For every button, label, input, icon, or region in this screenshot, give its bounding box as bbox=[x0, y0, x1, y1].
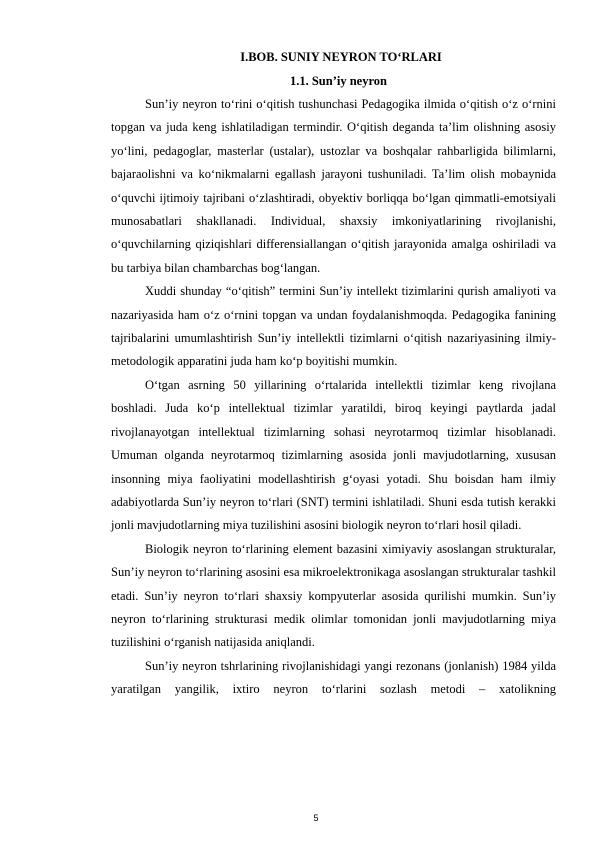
paragraph-1: Sun’iy neyron to‘rini o‘qitish tushunchasi Pedagogika ilmida o‘qitish o‘z o‘rnini topgan va juda keng ishlatiladigan termindir. O‘qitish deganda ta’lim olishning asosiy yo‘lini, pedagoglar, masterlar (ustalar), ustozlar va boshqalar rahbarligida bilimlarni, bajaraolishni va ko‘nikmalarni egallash jarayoni tushuniladi. Ta’lim olish mobaynida o‘quvchi ijtimoiy tajribani o‘zlashtiradi, obyektiv borliqqa bo‘lgan qimmatli-emotsiyali munosabatlari shakllanadi. Individual, shaxsiy imkoniyatlarining rivojlanishi, o‘quvchilarning qiziqishlari differensiallangan o‘qitish jarayonida amalga oshiriladi va bu tarbiya bilan chambarchas bog‘langan. bbox=[111, 97, 556, 275]
paragraph-5: Sun’iy neyron tshrlarining rivojlanishidagi yangi rezonans (jonlanish) 1984 yilda yaratilgan yangilik, ixtiro neyron to‘rlarini sozlash metodi – xatolikning bbox=[111, 658, 556, 697]
page-content bbox=[111, 45, 556, 702]
chapter-title: I.BOB. SUNIY NEYRON TO‘RLARI bbox=[240, 50, 442, 64]
page-number: 5 bbox=[313, 813, 319, 823]
paragraph-3: O‘tgan asrning 50 yillarining o‘rtalarida intellektli tizimlar keng rivojlana boshladi. Juda ko‘p intellektual tizimlar yaratildi, biroq keyingi paytlarda jadal rivojlanayotgan intellektual tizimlarning sohasi neyrotarmoq tizimlar hisoblanadi. Umuman olganda neyrotarmoq tizimlarning asosida jonli mavjudotlarning, xususan insonning miya faoliyatini modellashtirish g‘oyasi yotadi. Shu boisdan ham ilmiy adabiyotlarda Sun’iy neyron to‘rlari (SNT) termini ishlatiladi. Shuni esda tutish kerakki jonli mavjudotlarning miya tuzilishini asosini biologik neyron to‘rlari hosil qiladi. bbox=[111, 377, 556, 533]
section-title: 1.1. Sun’iy neyron bbox=[289, 74, 387, 88]
paragraph-4: Biologik neyron to‘rlarining element bazasini ximiyaviy asoslangan strukturalar, Sun’iy neyron to‘rlarining asosini esa mikroelektronikaga asoslangan strukturalar tashkil etadi. Sun’iy neyron to‘rlari shaxsiy kompyuterlar asosida qurilishi mumkin. Sun’iy neyron to‘rlarining strukturasi medik olimlar tomonidan jonli mavjudotlarning miya tuzilishini o‘rganish natijasida aniqlandi. bbox=[111, 541, 556, 650]
paragraph-2: Xuddi shunday “o‘qitish” termini Sun’iy intellekt tizimlarini qurish amaliyoti va nazariyasida ham o‘z o‘rnini topgan va undan foydalanishmoqda. Pedagogika fanining tajribalarini umumlashtirish Sun’iy intellektli tizimlarni o‘qitish nazariyasining ilmiy-metodologik apparatini juda ham ko‘p boyitishi mumkin. bbox=[111, 284, 556, 369]
